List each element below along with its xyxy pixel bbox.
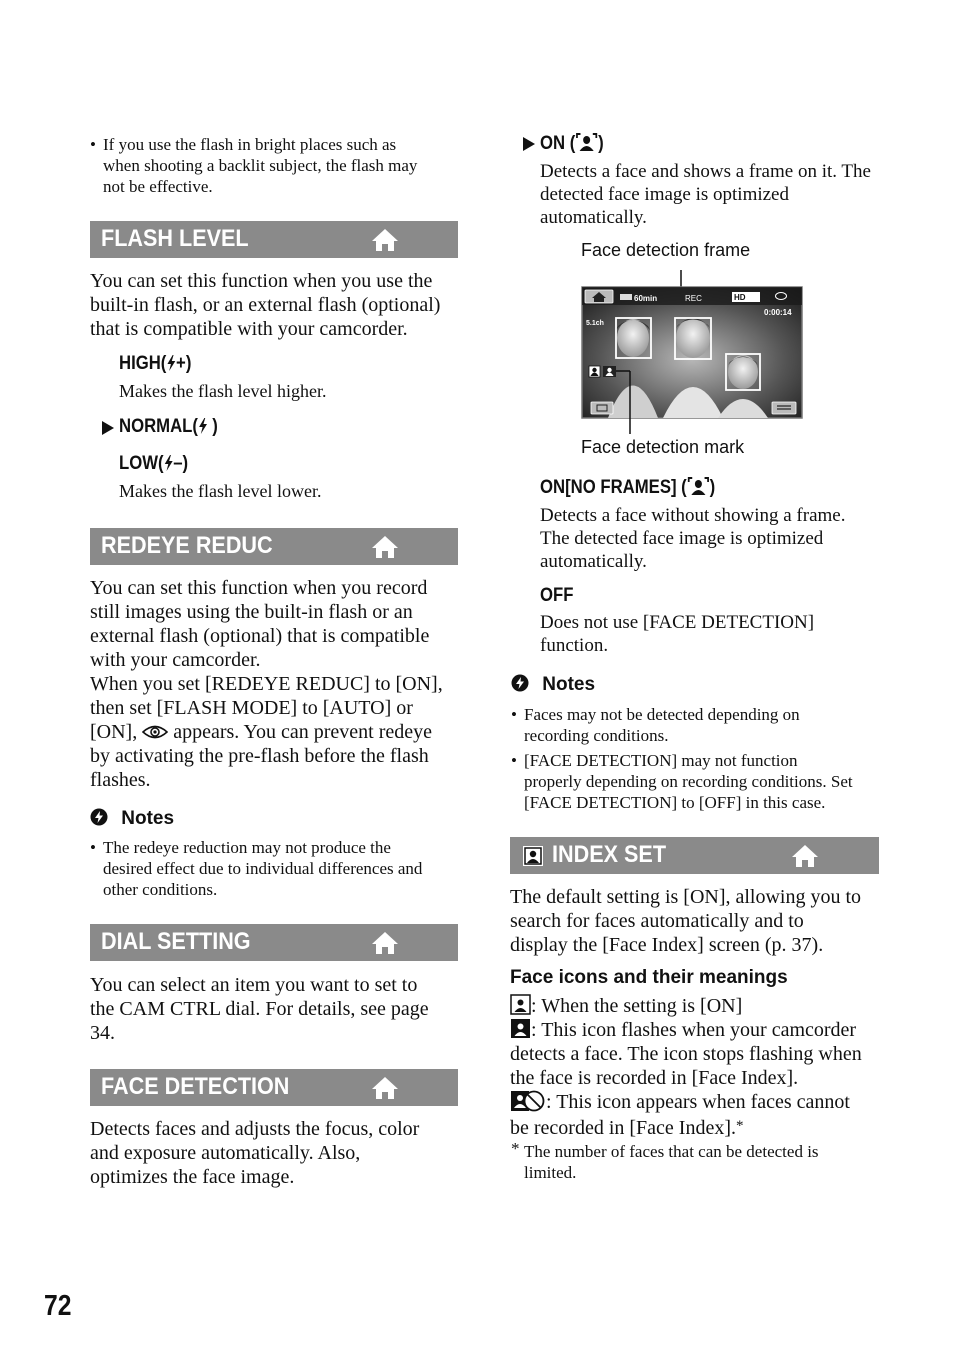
- face-icons-list: [510, 994, 885, 1140]
- face-detection-header: [90, 1069, 458, 1106]
- option-label: ): [212, 416, 218, 437]
- option-label: ): [709, 477, 716, 498]
- bullet-dot: •: [90, 838, 96, 857]
- body-line: display the [Face Index] screen (p. 37).: [510, 934, 824, 956]
- redeye-body: [90, 576, 462, 792]
- face-index-disabled-icon: [510, 1090, 546, 1112]
- home-icon: [371, 228, 399, 252]
- desc-line: automatically.: [540, 551, 647, 572]
- body-line: with your camcorder.: [90, 649, 261, 671]
- option-label: ON[NO FRAMES] (: [540, 477, 687, 498]
- intro-line: not be effective.: [103, 177, 213, 196]
- screen-rec-text: REC: [685, 294, 702, 303]
- icon-desc: be recorded in [Face Index].: [510, 1117, 736, 1139]
- camcorder-screen-figure: [578, 268, 808, 438]
- notes-icon: [511, 674, 529, 692]
- option-low: [119, 453, 188, 475]
- body-line: [90, 720, 462, 744]
- body-line: search for faces automatically and to: [510, 910, 804, 932]
- note-line: The redeye reduction may not produce the: [103, 838, 391, 857]
- option-high: [119, 353, 191, 375]
- default-marker-icon: [523, 137, 535, 151]
- redeye-title: REDEYE REDUC: [101, 532, 273, 559]
- flash-level-header: [90, 221, 458, 258]
- note-line: [FACE DETECTION] to [OFF] in this case.: [524, 793, 826, 812]
- dial-header: [90, 924, 458, 961]
- home-icon: [371, 1076, 399, 1100]
- option-label: LOW(: [119, 453, 164, 474]
- option-on-no-frames: [540, 476, 715, 499]
- body-line: by activating the pre-flash before the flash: [90, 745, 429, 767]
- flash-level-body: [90, 269, 460, 341]
- flash-icon: [166, 355, 176, 371]
- home-icon: [791, 844, 819, 868]
- icon-desc-line: detects a face. The icon stops flashing when: [510, 1043, 862, 1065]
- flash-icon: [164, 455, 174, 471]
- icon-desc-line: [510, 1114, 885, 1140]
- body-line: You can set this function when you record: [90, 577, 428, 599]
- home-icon: [371, 931, 399, 955]
- notes-icon: [90, 808, 108, 826]
- redeye-notes-heading: [90, 808, 174, 830]
- face-index-on-icon: [510, 994, 531, 1015]
- bullet-dot: •: [90, 135, 96, 154]
- body-line: optimizes the face image.: [90, 1166, 295, 1188]
- body-line: You can set this function when you use the: [90, 270, 433, 292]
- face-detection-title: FACE DETECTION: [101, 1073, 290, 1100]
- body-text: [ON],: [90, 721, 138, 743]
- body-line: that is compatible with your camcorder.: [90, 318, 408, 340]
- screen-audio-text: 5.1ch: [586, 320, 604, 327]
- off-desc: [540, 611, 890, 657]
- note-line: recording conditions.: [524, 726, 669, 745]
- option-normal: [119, 416, 218, 438]
- desc-line: automatically.: [540, 207, 647, 228]
- icon-desc: : This icon flashes when your camcorder: [531, 1019, 857, 1041]
- face-detect-icon: [687, 476, 710, 496]
- body-line: When you set [REDEYE REDUC] to [ON],: [90, 673, 443, 695]
- face-detection-body: [90, 1117, 460, 1189]
- face-icon-row: [510, 994, 885, 1018]
- option-button-icon: [772, 402, 796, 414]
- figure-label-top: Face detection frame: [581, 240, 751, 260]
- note-line: [FACE DETECTION] may not function: [524, 751, 798, 770]
- index-set-header: [510, 837, 879, 874]
- icon-desc: : This icon appears when faces cannot: [546, 1091, 850, 1113]
- home-icon: [371, 535, 399, 559]
- flash-level-title: FLASH LEVEL: [101, 225, 249, 252]
- body-line: The default setting is [ON], allowing you to: [510, 886, 862, 908]
- body-line: 34.: [90, 1022, 115, 1044]
- default-marker-icon: [102, 421, 114, 435]
- dial-body: [90, 973, 460, 1045]
- desc-line: Detects a face without showing a frame.: [540, 505, 846, 526]
- icon-desc: : When the setting is [ON]: [531, 995, 743, 1017]
- body-line: flashes.: [90, 769, 151, 791]
- face-icons-subheading: Face icons and their meanings: [510, 967, 788, 988]
- face-detect-icon: [575, 132, 598, 152]
- body-line: Detects faces and adjusts the focus, color: [90, 1118, 420, 1140]
- desc-line: function.: [540, 635, 609, 656]
- page-number: 72: [44, 1290, 72, 1322]
- body-line: then set [FLASH MODE] to [AUTO] or: [90, 697, 413, 719]
- desc-line: The detected face image is optimized: [540, 528, 824, 549]
- high-desc: Makes the flash level higher.: [119, 381, 327, 401]
- icon-desc-line: the face is recorded in [Face Index].: [510, 1067, 799, 1089]
- desc-line: Detects a face and shows a frame on it. The: [540, 161, 871, 182]
- option-label: NORMAL(: [119, 416, 198, 437]
- intro-line: If you use the flash in bright places such as: [103, 135, 397, 154]
- desc-line: Does not use [FACE DETECTION]: [540, 612, 815, 633]
- intro-line: when shooting a backlit subject, the flash may: [103, 156, 418, 175]
- screen-battery-text: 60min: [634, 294, 658, 303]
- body-text: appears. You can prevent redeye: [173, 721, 433, 743]
- right-notes-heading: [511, 674, 595, 696]
- note-line: Faces may not be detected depending on: [524, 705, 800, 724]
- index-set-title: INDEX SET: [552, 841, 667, 868]
- body-line: external flash (optional) that is compatible: [90, 625, 430, 647]
- body-line: You can select an item you want to set to: [90, 974, 418, 996]
- body-line: the CAM CTRL dial. For details, see page: [90, 998, 429, 1020]
- option-label: HIGH(: [119, 353, 167, 374]
- body-line: built-in flash, or an external flash (optional): [90, 294, 441, 316]
- face-icon-row: [510, 1090, 885, 1114]
- option-label: ): [598, 133, 604, 154]
- footnote-mark: *: [511, 1139, 520, 1158]
- option-label: ON (: [540, 133, 576, 154]
- face-detected-icon: [510, 1018, 531, 1039]
- body-line: and exposure automatically. Also,: [90, 1142, 361, 1164]
- bullet-dot: •: [511, 751, 517, 770]
- note-line: other conditions.: [103, 880, 218, 899]
- body-line: still images using the built-in flash or an: [90, 601, 413, 623]
- option-off: OFF: [540, 585, 574, 606]
- option-label: +): [176, 353, 192, 374]
- notes-title: Notes: [542, 674, 596, 695]
- on-desc: [540, 160, 890, 229]
- playback-button-icon: [591, 402, 613, 414]
- redeye-eye-icon: [142, 724, 168, 740]
- bullet-dot: •: [511, 705, 517, 724]
- dial-title: DIAL SETTING: [101, 928, 251, 955]
- note-line: desired effect due to individual differences and: [103, 859, 423, 878]
- desc-line: detected face image is optimized: [540, 184, 789, 205]
- screen-hd-text: HD: [734, 293, 746, 302]
- face-icon-row: [510, 1018, 885, 1042]
- figure-label-bottom: Face detection mark: [581, 437, 745, 457]
- screen-time-text: 0:00:14: [764, 308, 792, 317]
- option-on: [540, 132, 604, 155]
- notes-title: Notes: [121, 808, 175, 829]
- on-noframes-desc: [540, 504, 890, 573]
- asterisk: *: [736, 1118, 744, 1134]
- footnote-line: The number of faces that can be detected is: [524, 1142, 819, 1161]
- flash-icon: [198, 418, 208, 434]
- face-index-icon: [522, 845, 544, 867]
- footnote-line: limited.: [524, 1163, 577, 1182]
- redeye-header: [90, 528, 458, 565]
- option-label: –): [173, 453, 189, 474]
- low-desc: Makes the flash level lower.: [119, 481, 322, 501]
- note-line: properly depending on recording conditions. Set: [524, 772, 853, 791]
- index-set-body: [510, 885, 885, 957]
